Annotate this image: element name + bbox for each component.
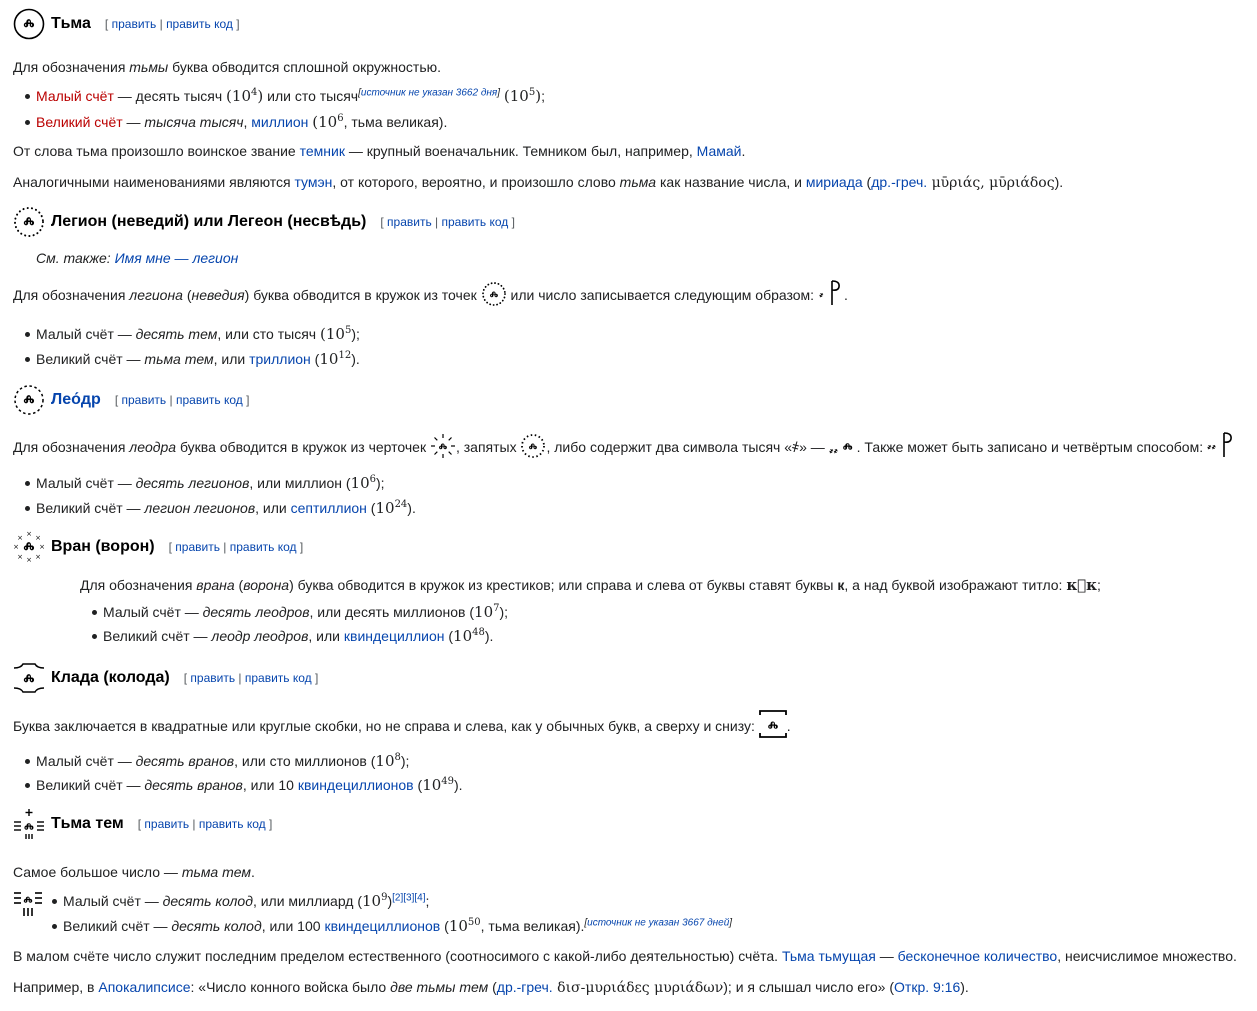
list-item: Малый счёт — десять колод, или миллиард $(10^9)[2][3][4]$; [52, 891, 429, 911]
citation-needed-link[interactable]: источник не указан 3667 дней [587, 917, 730, 929]
klada-paragraph-1: Буква заключается в квадратные или круглые скобки, но не справа и слева, как у обычных букв, а сверху и снизу: ⰾ . [13, 716, 791, 738]
link-kvindecillionov[interactable]: квиндециллионов [324, 918, 441, 934]
svg-text:ⰾ: ⰾ [842, 438, 853, 457]
tmatem-paragraph-2: В малом счёте число служит последним пределом естественного (соотносимого с какой-либо деятельностью) счёта. Тьма тьмущая — бесконечное количество, неисчислимое множество. [13, 948, 1237, 964]
link-mamai[interactable]: Мамай [696, 143, 742, 159]
svg-text:×: × [35, 534, 41, 542]
tmatem-sign-icon [13, 808, 45, 840]
link-tumen[interactable]: тумэн [294, 174, 333, 190]
citation-needed-link[interactable]: источник не указан 3662 дня [360, 87, 498, 99]
section-title: Тьма тем [51, 815, 124, 832]
list-item: Малый счёт — десять тысяч $(10^4)$ или сто тысяч[источник не указан 3662 дня] $(10^5)$; [25, 86, 545, 106]
list-item: Малый счёт — десять легионов, или миллион $(10^6)$; [25, 473, 385, 493]
link-million[interactable]: миллион [251, 114, 309, 130]
edit-link[interactable]: править [190, 671, 236, 685]
svg-text:×: × [35, 553, 41, 561]
link-temnik[interactable]: темник [299, 143, 345, 159]
svg-text:×: × [17, 553, 23, 561]
klada-brackets-icon [13, 662, 45, 694]
svg-text:ⰾ: ⰾ [23, 391, 35, 411]
list-item: Малый счёт — десять вранов, или сто миллионов $(10^8)$; [25, 751, 409, 771]
leodr-numeral-sign-icon [1207, 429, 1235, 459]
link-miriada[interactable]: мириада [805, 174, 863, 190]
link-greek[interactable]: др.-греч. [871, 174, 928, 190]
section-title: Вран (ворон) [51, 538, 155, 555]
vran-paragraph-1: Для обозначения врана (ворона) буква обводится в кружок из крестиков; или справа и слева от буквы ставят буквы к, а над буквой изображают титло: кⷶк; [80, 576, 1101, 594]
tmatem-paragraph-3: Например, в Апокалипсисе: «Число конного войска было две тьмы тем (др.-греч. δισ-μυριάδες μυριάδων); и я слышал число его» (Откр. 9:16). [13, 979, 969, 996]
link-apokalipsis[interactable]: Апокалипсисе [98, 979, 191, 995]
svg-text:ⰾ: ⰾ [23, 670, 35, 690]
edit-links: [ править | править код ] [168, 540, 304, 554]
link-imya-mne-legion[interactable]: Имя мне — легион [114, 250, 239, 266]
list-item: Великий счёт — десять вранов, или 10 квиндециллионов $(10^{49})$. [25, 775, 463, 795]
svg-text:ⰾ: ⰾ [529, 440, 538, 456]
leodr-paragraph-1: Для обозначения леодра буква обводится в кружок из черточек ⰾ , запятых ⰾ , либо содержит два символа тысяч «҂» — ҂҂ ⰾ . Также может быть записано и четвёртым способом: ҂҂ [13, 437, 1235, 459]
tma-paragraph-3: Аналогичными наименованиями являются тумэн, от которого, вероятно, и произошло слово тьма как название числа, и мириада (др.-греч. μῡριάς, μῡριάδος). [13, 174, 1064, 191]
section-heading-tmatem [13, 808, 272, 840]
svg-text:×: × [26, 531, 32, 538]
vran-crosses-circle-icon [13, 531, 45, 563]
tmatem-small-image-icon [13, 888, 43, 918]
svg-text:×: × [13, 543, 19, 551]
tma-letter-circle-icon [13, 8, 45, 40]
section-title: Тьма [51, 15, 91, 32]
edit-links: [ править | править код ] [104, 17, 240, 31]
link-tma-tmushchaya[interactable]: Тьма тьмущая [781, 948, 876, 964]
svg-text:×: × [17, 534, 23, 542]
edit-links: [ править | править код ] [137, 817, 273, 831]
list-item: Малый счёт — десять тем, или сто тысяч $(10^5)$; [25, 324, 360, 344]
edit-links: [ править | править код ] [114, 393, 250, 407]
section-heading-legion [13, 206, 515, 238]
edit-code-link[interactable]: править код [244, 671, 312, 685]
section-title: Клада (колода) [51, 669, 170, 686]
legion-numeral-sign-icon [818, 277, 844, 307]
list-item: Малый счёт — десять леодров, или десять миллионов $(10^7)$; [92, 602, 508, 622]
link-greek[interactable]: др.-греч. [496, 979, 553, 995]
edit-link[interactable]: править [111, 17, 157, 31]
link-kvindecillion[interactable]: квиндециллион [343, 628, 445, 644]
edit-code-link[interactable]: править код [175, 393, 243, 407]
svg-text:҂: ҂ [818, 290, 824, 301]
double-thousand-letter-icon [829, 435, 857, 457]
svg-text:ⰾ: ⰾ [489, 288, 498, 304]
link-septillion[interactable]: септиллион [290, 500, 367, 516]
svg-text:×: × [26, 556, 32, 563]
link-otkr[interactable]: Откр. 9:16 [894, 979, 961, 995]
edit-code-link[interactable]: править код [198, 817, 266, 831]
svg-text:҂҂: ҂҂ [1206, 442, 1217, 453]
tmatem-paragraph-1: Самое большое число — тьма тем. [13, 864, 255, 880]
link-kvindecillionov[interactable]: квиндециллионов [297, 777, 414, 793]
edit-links: [ править | править код ] [380, 215, 515, 229]
dotted-circle-letter-icon [481, 281, 507, 307]
edit-links: [ править | править код ] [183, 671, 319, 685]
edit-link[interactable]: править [144, 817, 190, 831]
svg-text:ⰾ: ⰾ [23, 893, 33, 909]
bracketed-letter-icon [759, 710, 787, 738]
section-heading-vran [13, 531, 303, 563]
red-link-veliky-schet[interactable]: Великий счёт [36, 114, 123, 130]
legion-dotted-circle-icon [13, 206, 45, 238]
tma-paragraph-2: От слова тьма произошло воинское звание темник — крупный военачальник. Темником был, например, Мамай. [13, 143, 746, 159]
list-item: Великий счёт — тысяча тысяч, миллион ($10^6$, тьма великая). [25, 112, 447, 132]
svg-text:ⰾ: ⰾ [23, 15, 35, 35]
svg-text:ⰾ: ⰾ [438, 440, 448, 456]
edit-code-link[interactable]: править код [166, 17, 233, 31]
list-item: Великий счёт — тьма тем, или триллион $(10^{12})$. [25, 349, 360, 369]
svg-text:×: × [39, 543, 45, 551]
list-item: Великий счёт — легион легионов, или септиллион $(10^{24})$. [25, 498, 416, 518]
list-item: Великий счёт — десять колод, или 100 квиндециллионов ($10^{50}$, тьма великая).[источник не указан 3667 дней] [52, 916, 732, 936]
edit-code-link[interactable]: править код [229, 540, 297, 554]
red-link-maly-schet[interactable]: Малый счёт [36, 88, 114, 104]
link-beskonechnoe[interactable]: бесконечное количество [897, 948, 1058, 964]
link-trillion[interactable]: триллион [249, 351, 311, 367]
svg-text:ⰾ: ⰾ [24, 818, 34, 836]
list-item: Великий счёт — леодр леодров, или квиндециллион $(10^{48})$. [92, 626, 493, 646]
edit-link[interactable]: править [121, 393, 167, 407]
svg-text:ⰾ: ⰾ [23, 213, 35, 233]
svg-text:ⰾ: ⰾ [23, 538, 35, 558]
svg-text:҂҂: ҂҂ [828, 446, 838, 457]
dashed-circle-letter-icon [430, 433, 456, 459]
section-heading-leodr [13, 384, 249, 416]
leodr-dashed-circle-icon [13, 384, 45, 416]
edit-link[interactable]: править [387, 215, 432, 229]
legion-paragraph-1: Для обозначения легиона (неведия) буква обводится в кружок из точек ⰾ или число записывается следующим образом: ҂ . [13, 285, 848, 307]
see-also-hatnote: См. также: Имя мне — легион [36, 250, 239, 266]
section-title: Легион (неведий) или Легеон (несвѣдь) [51, 213, 367, 230]
comma-circle-letter-icon [520, 433, 546, 459]
tma-paragraph-1: Для обозначения тьмы буква обводится сплошной окружностью. [13, 59, 442, 75]
edit-link[interactable]: править [175, 540, 220, 554]
section-heading-tma [13, 8, 240, 40]
reference-links[interactable]: [2][3][4] [392, 892, 426, 904]
svg-text:ⰾ: ⰾ [767, 716, 778, 736]
section-title-link[interactable]: Лео́др [51, 391, 101, 408]
edit-code-link[interactable]: править код [441, 215, 509, 229]
section-heading-klada [13, 662, 318, 694]
